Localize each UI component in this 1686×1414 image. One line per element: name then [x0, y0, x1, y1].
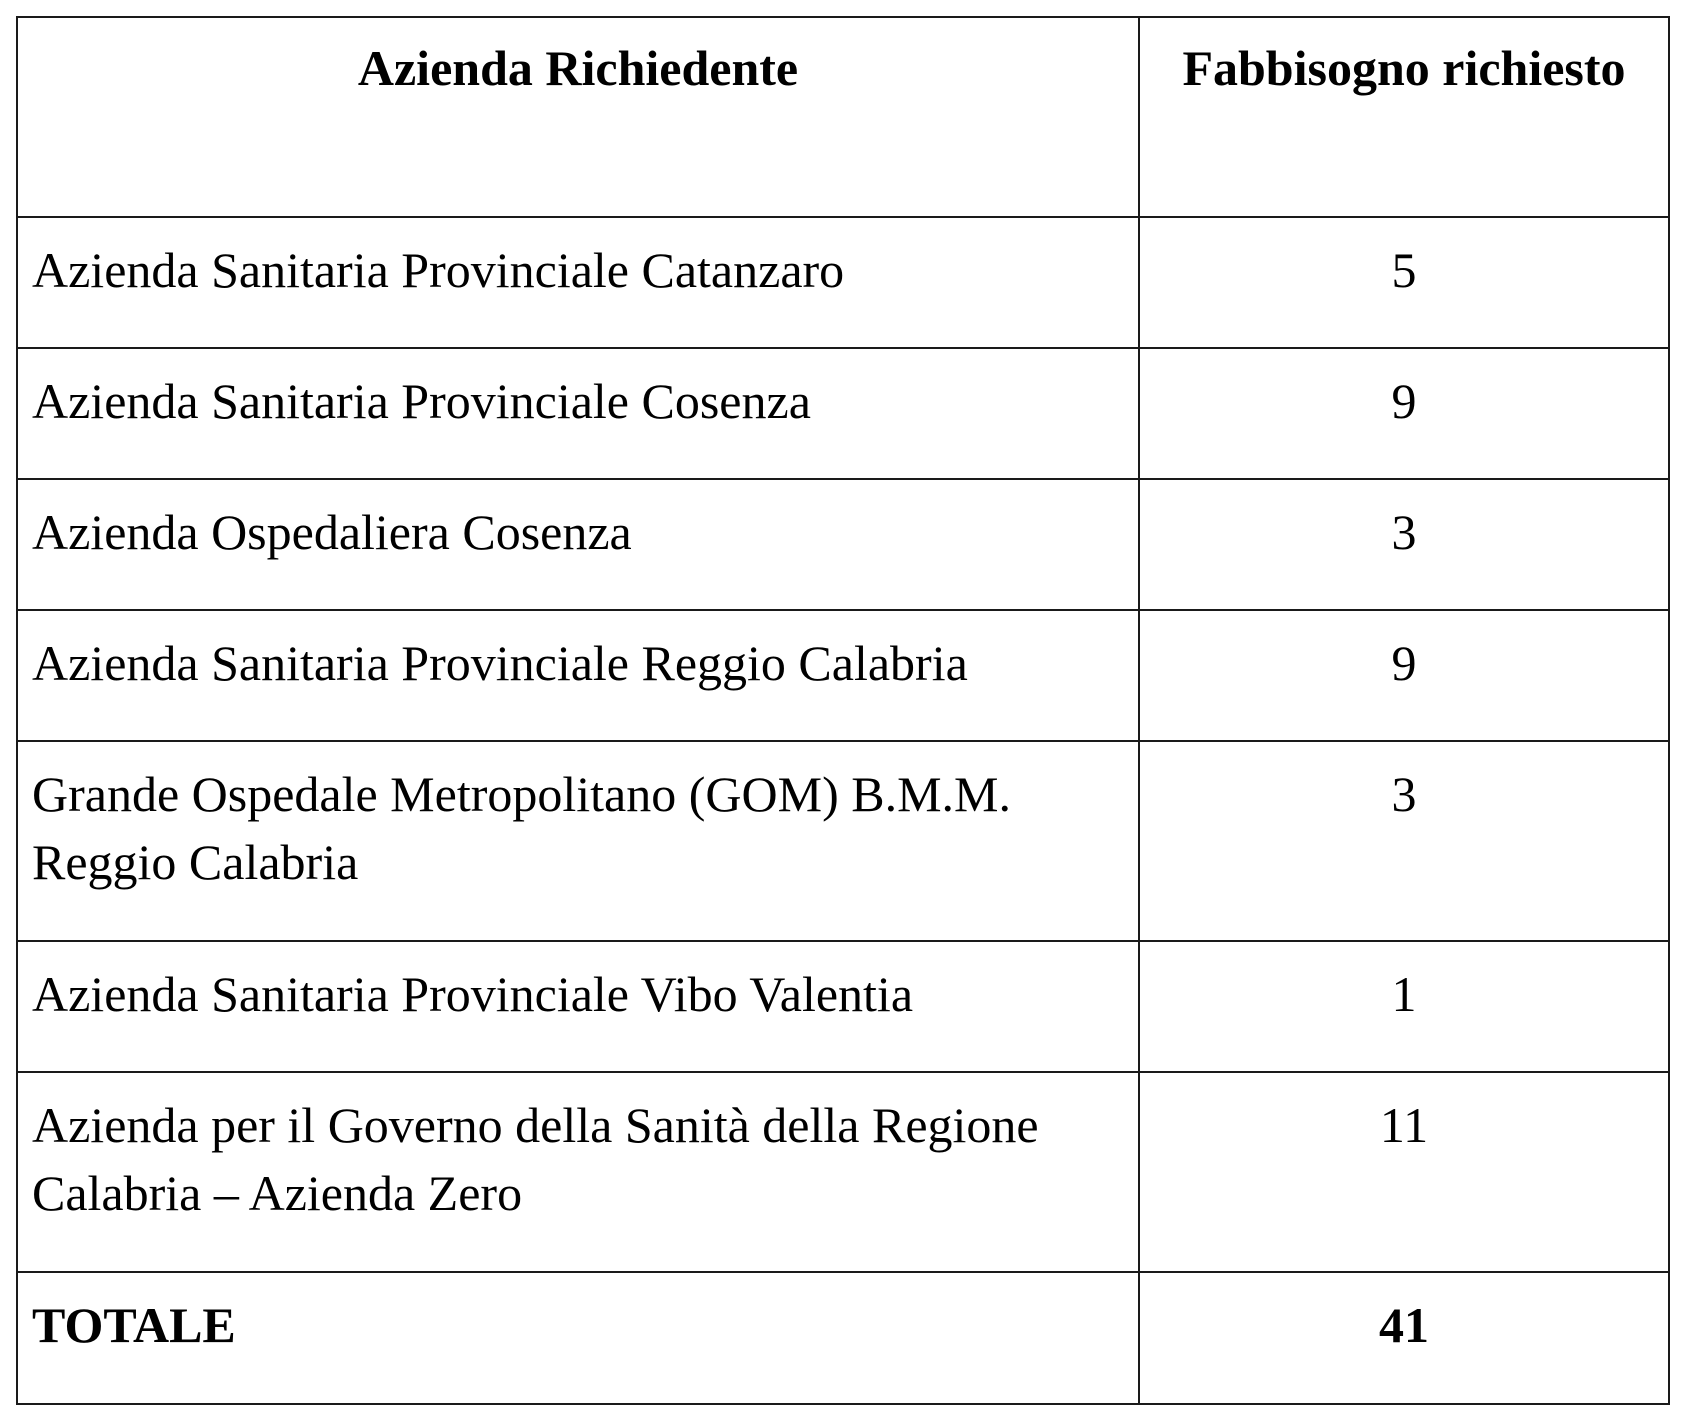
fabbisogno-value-cell: 11: [1139, 1072, 1669, 1272]
total-row: [17, 1272, 1669, 1404]
azienda-name-cell: Azienda Sanitaria Provinciale Catanzaro: [17, 217, 1139, 348]
total-label-cell: TOTALE: [17, 1272, 1139, 1404]
table-row: [17, 941, 1669, 1072]
fabbisogno-value-cell: 3: [1139, 479, 1669, 610]
table-header-row: [17, 17, 1669, 217]
header-fabbisogno: Fabbisogno richiesto: [1139, 17, 1669, 217]
fabbisogno-value-cell: 5: [1139, 217, 1669, 348]
azienda-name-cell: Grande Ospedale Metropolitano (GOM) B.M.M. Reggio Calabria: [17, 741, 1139, 941]
fabbisogno-value-cell: 9: [1139, 348, 1669, 479]
table-row: [17, 741, 1669, 941]
azienda-name-cell: Azienda Sanitaria Provinciale Vibo Valentia: [17, 941, 1139, 1072]
table-row: [17, 610, 1669, 741]
azienda-name-cell: Azienda per il Governo della Sanità della Regione Calabria – Azienda Zero: [17, 1072, 1139, 1272]
fabbisogno-value-cell: 9: [1139, 610, 1669, 741]
fabbisogno-value-cell: 3: [1139, 741, 1669, 941]
total-value-cell: 41: [1139, 1272, 1669, 1404]
header-azienda: Azienda Richiedente: [17, 17, 1139, 217]
requirements-table: [16, 16, 1670, 1405]
azienda-name-cell: Azienda Ospedaliera Cosenza: [17, 479, 1139, 610]
table-row: [17, 217, 1669, 348]
table-row: [17, 348, 1669, 479]
azienda-name-cell: Azienda Sanitaria Provinciale Cosenza: [17, 348, 1139, 479]
table-row: [17, 1072, 1669, 1272]
table-row: [17, 479, 1669, 610]
fabbisogno-value-cell: 1: [1139, 941, 1669, 1072]
azienda-name-cell: Azienda Sanitaria Provinciale Reggio Calabria: [17, 610, 1139, 741]
